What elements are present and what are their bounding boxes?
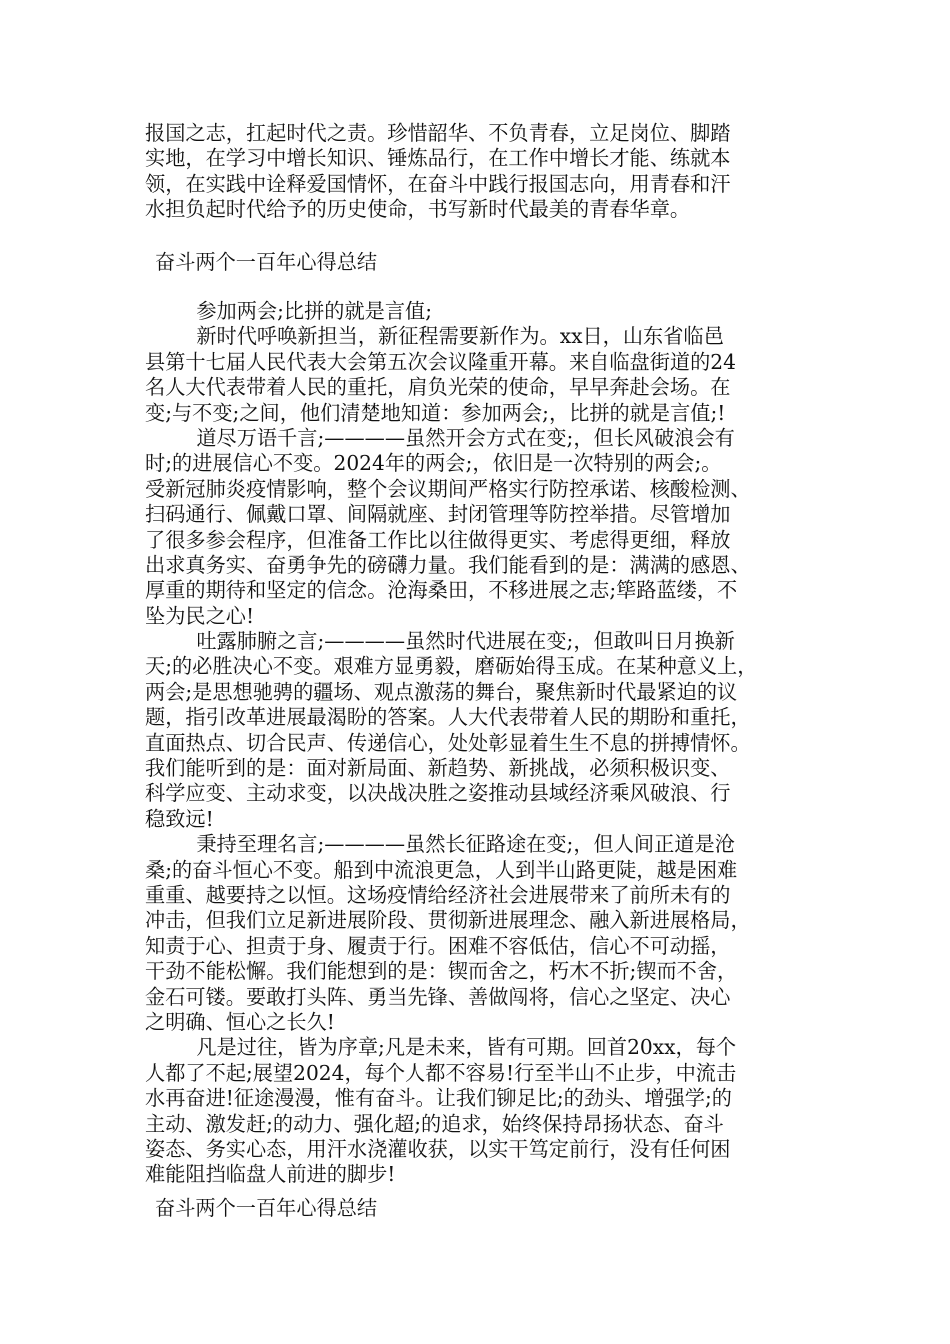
text-line: 我们能听到的是：面对新局面、新趋势、新挑战，必须积极识变、 — [145, 756, 731, 781]
text-line: 参加两会;比拼的就是言值; — [145, 299, 433, 323]
text-line: 难能阻挡临盘人前进的脚步! — [145, 1162, 396, 1187]
text-line: 新时代呼唤新担当，新征程需要新作为。xx日，山东省临邑 — [145, 324, 724, 349]
section-heading: 奋斗两个一百年心得总结 — [155, 250, 378, 274]
text-line: 领，在实践中诠释爱国情怀，在奋斗中践行报国志向，用青春和汗 — [145, 171, 731, 196]
text-line: 时;的进展信心不变。2024年的两会;，依旧是一次特别的两会;。 — [145, 451, 722, 476]
section-heading: 奋斗两个一百年心得总结 — [155, 1196, 378, 1220]
text-line: 姿态、务实心态，用汗水浇灌收获，以实干笃定前行，没有任何困 — [145, 1136, 731, 1161]
text-line: 科学应变、主动求变，以决战决胜之姿推动县域经济乘风破浪、行 — [145, 781, 731, 806]
text-line: 坠为民之心! — [145, 603, 255, 628]
text-line: 直面热点、切合民声、传递信心，处处彰显着生生不息的拼搏情怀。 — [145, 730, 751, 755]
text-line: 实地，在学习中增长知识、锤炼品行，在工作中增长才能、练就本 — [145, 146, 731, 171]
text-line: 道尽万语千言;————虽然开会方式在变;，但长风破浪会有 — [145, 425, 735, 450]
text-line: 之明确、恒心之长久! — [145, 1009, 335, 1034]
text-line: 水担负起时代给予的历史使命，书写新时代最美的青春华章。 — [145, 197, 691, 222]
text-line: 桑;的奋斗恒心不变。船到中流浪更急，人到半山路更陡，越是困难 — [145, 857, 738, 882]
text-line: 干劲不能松懈。我们能想到的是：锲而舍之，朽木不折;锲而不舍， — [145, 959, 738, 984]
text-line: 天;的必胜决心不变。艰难方显勇毅，磨砺始得玉成。在某种意义上， — [145, 654, 758, 679]
text-line: 出求真务实、奋勇争先的磅礴力量。我们能看到的是：满满的感恩、 — [145, 552, 751, 577]
text-line: 受新冠肺炎疫情影响，整个会议期间严格实行防控承诺、核酸检测、 — [145, 476, 751, 501]
text-line: 扫码通行、佩戴口罩、间隔就座、封闭管理等防控举措。尽管增加 — [145, 502, 731, 527]
text-line: 变;与不变;之间，他们清楚地知道：参加两会;，比拼的就是言值;! — [145, 400, 726, 425]
text-line: 报国之志，扛起时代之责。珍惜韶华、不负青春，立足岗位、脚踏 — [145, 121, 731, 145]
text-line: 凡是过往，皆为序章;凡是未来，皆有可期。回首20xx，每个 — [145, 1035, 737, 1060]
text-line: 两会;是思想驰骋的疆场、观点激荡的舞台，聚焦新时代最紧迫的议 — [145, 679, 738, 704]
text-line: 水再奋进!征途漫漫，惟有奋斗。让我们铆足比;的劲头、增强学;的 — [145, 1086, 732, 1111]
text-line: 了很多参会程序，但准备工作比以往做得更实、考虑得更细，释放 — [145, 527, 731, 552]
text-line: 人都了不起;展望2024，每个人都不容易!行至半山不止步，中流击 — [145, 1060, 737, 1085]
text-line: 厚重的期待和坚定的信念。沧海桑田，不移进展之志;筚路蓝缕，不 — [145, 578, 738, 603]
body-text — [145, 299, 825, 1188]
text-line: 稳致远! — [145, 806, 214, 831]
text-line: 重重、越要持之以恒。这场疫情给经济社会进展带来了前所未有的 — [145, 882, 731, 907]
text-line: 吐露肺腑之言;————虽然时代进展在变;，但敢叫日月换新 — [145, 629, 735, 654]
text-line: 秉持至理名言;————虽然长征路途在变;，但人间正道是沧 — [145, 832, 735, 857]
text-line: 题，指引改革进展最渴盼的答案。人大代表带着人民的期盼和重托， — [145, 705, 751, 730]
text-line: 冲击，但我们立足新进展阶段、贯彻新进展理念、融入新进展格局， — [145, 908, 751, 933]
text-line: 名人大代表带着人民的重托，肩负光荣的使命，早早奔赴会场。在 — [145, 375, 731, 400]
text-line: 县第十七届人民代表大会第五次会议隆重开幕。来自临盘街道的24 — [145, 349, 736, 374]
text-line: 主动、激发赶;的动力、强化超;的追求，始终保持昂扬状态、奋斗 — [145, 1111, 724, 1136]
text-line: 金石可镂。要敢打头阵、勇当先锋、善做闯将，信心之坚定、决心 — [145, 984, 731, 1009]
intro-paragraph — [145, 121, 825, 223]
text-line: 知责于心、担责于身、履责于行。困难不容低估，信心不可动摇， — [145, 933, 731, 958]
